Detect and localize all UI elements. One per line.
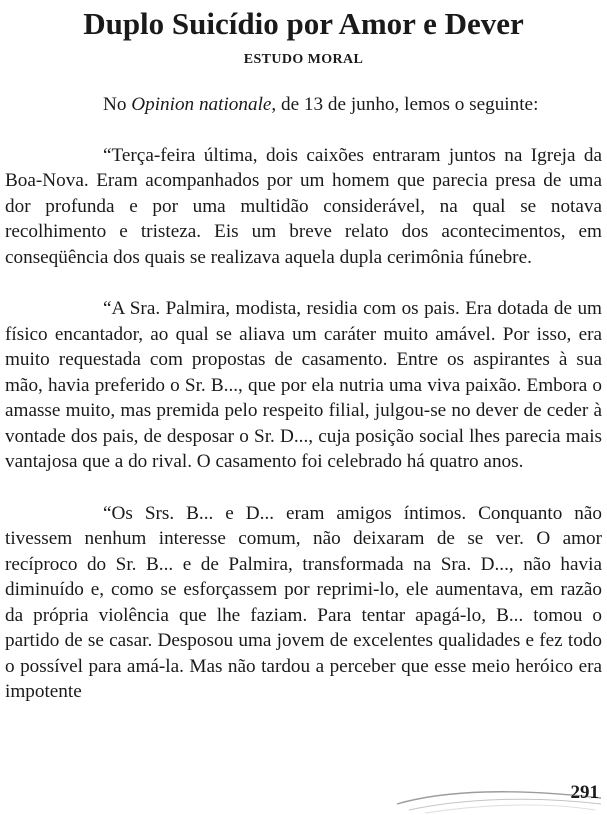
intro-suffix: , de 13 de junho, lemos o seguinte:: [271, 94, 539, 115]
intro-source: Opinion nationale: [131, 94, 272, 115]
body-text: [5, 92, 602, 705]
page-title: Duplo Suicídio por Amor e Dever: [83, 6, 524, 41]
paragraph-1: “Terça-feira última, dois caixões entraram juntos na Igreja da Boa-Nova. Eram acompanhados por um homem que parecia presa de uma dor profunda e por uma multidão considerável, na qual se notava recolhimento e tristeza. Eis um breve relato dos acontecimentos, em conseqüência dos quais se realizava aquela dupla cerimônia fúnebre.: [5, 144, 602, 268]
page-subtitle: ESTUDO MORAL: [243, 52, 364, 67]
intro-prefix: No: [103, 94, 132, 115]
intro-line: [5, 92, 602, 118]
page-number: 291: [570, 782, 599, 803]
paragraph-2: “A Sra. Palmira, modista, residia com os pais. Era dotada de um físico encantador, ao qual se aliava um caráter muito amável. Por isso, era muito requestada com propostas de casamento. Entre os aspirantes à sua mão, havia preferido o Sr. B..., que por ela nutria uma viva paixão. Embora o amasse muito, mas premida pelo respeito filial, julgou-se no dever de ceder à vontade dos pais, de desposar o Sr. D..., cuja posição social lhes parecia mais vantajosa que a do rival. O casamento foi celebrado há quatro anos.: [5, 298, 602, 472]
paragraph-3: “Os Srs. B... e D... eram amigos íntimos. Conquanto não tivessem nenhum interesse comum, não deixaram de se ver. O amor recíproco do Sr. B... e de Palmira, transformada na Sra. D..., não havia diminuído e, como se esforçassem por reprimi-lo, ele aumentava, em razão da própria violência que lhe faziam. Para tentar apagá-lo, B... tomou o partido de se casar. Desposou uma jovem de excelentes qualidades e fez todo o possível para amá-la. Mas não tardou a perceber que esse meio heróico era impotente: [5, 502, 602, 702]
